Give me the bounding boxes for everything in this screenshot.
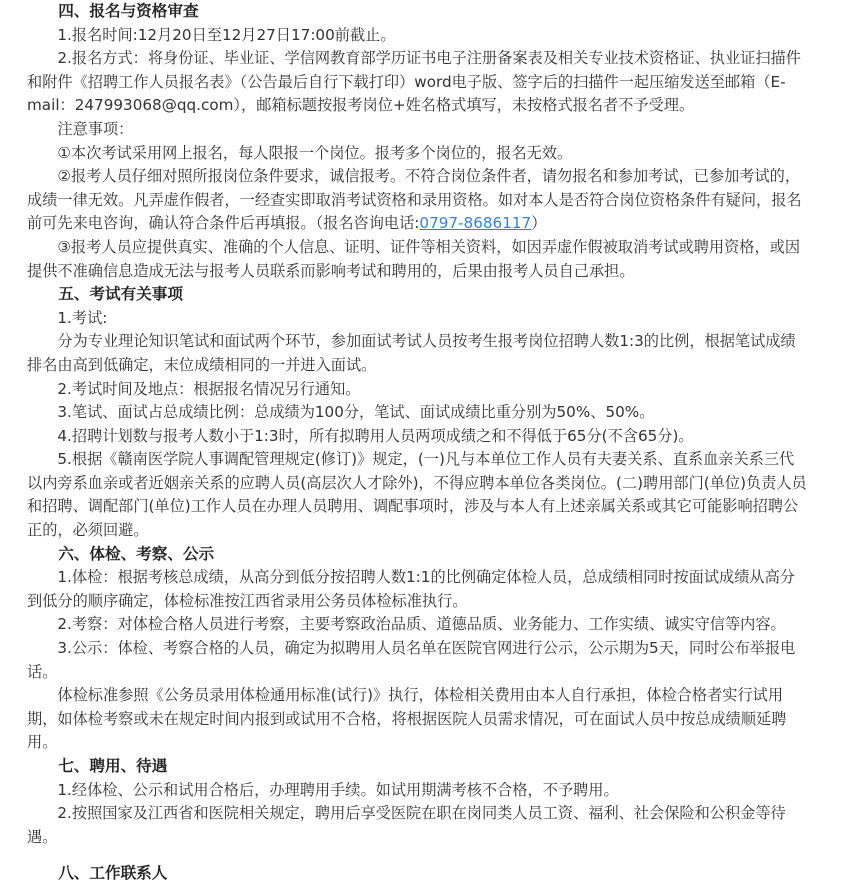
- paragraph: 2.考试时间及地点：根据报名情况另行通知。: [57, 379, 361, 398]
- section-heading-contact: 八、工作联系人: [58, 864, 168, 882]
- section-heading-employment: 七、聘用、待遇: [58, 757, 168, 775]
- bottom-cutoff: [27, 864, 807, 885]
- paragraph: 5.根据《赣南医学院人事调配管理规定(修订)》规定，(一)凡与本单位工作人员有夫妻关系、直系血亲关系三代以内旁系血亲或者近姻亲关系的应聘人员(高层次人才除外)，不得应聘本单位各类岗位。(二)聘用部门(单位)负责人员和招聘、调配部门(单位)工作人员在办理人员聘用、调配事项时，涉及与本人有上述亲属关系或其它可能影响招聘公正的，必须回避。: [27, 450, 807, 540]
- paragraph: 1.考试:: [57, 308, 108, 327]
- section-heading-exam: 五、考试有关事项: [58, 285, 183, 304]
- paragraph: 分为专业理论知识笔试和面试两个环节，参加面试考试人员按考生报考岗位招聘人数1:3的比例，根据笔试成绩排名由高到低确定，末位成绩相同的一并进入面试。: [27, 332, 796, 374]
- section-heading-registration: 四、报名与资格审查: [58, 2, 199, 20]
- paragraph: ③报考人员应提供真实、准确的个人信息、证明、证件等相关资料，如因弄虚作假被取消考试或聘用资格，或因提供不准确信息造成无法与报考人员联系而影响考试和聘用的，后果由报考人员自己承担。: [27, 237, 801, 280]
- paragraph: 3.笔试、面试占总成绩比例：总成绩为100分，笔试、面试成绩比重分别为50%、50%。: [57, 403, 655, 422]
- paragraph: 注意事项：: [57, 119, 134, 138]
- paragraph: ①本次考试采用网上报名，每人限报一个岗位。报考多个岗位的，报名无效。: [57, 143, 573, 162]
- paragraph: 体检标准参照《公务员录用体检通用标准(试行)》执行，体检相关费用由本人自行承担，体检合格者实行试用期，如体检考察或未在规定时间内报到或试用不合格，将根据医院人员需求情况，可在面试人员中按总成绩顺延聘用。: [27, 686, 787, 752]
- paragraph: 2.报名方式：将身份证、毕业证、学信网教育部学历证书电子注册备案表及相关专业技术资格证、执业证扫描件和附件《招聘工作人员报名表》（公告最后自行下载打印）word电子版、签字后的扫描件一起压缩发送至邮箱（E-mail：247993068@qq.com），邮箱标题按报考岗位+姓名格式填写，未按格式报名者不予受理。: [27, 49, 801, 115]
- paragraph: 1.体检：根据考核总成绩，从高分到低分按招聘人数1:1的比例确定体检人员，总成绩相同时按面试成绩从高分到低分的顺序确定，体检标准按江西省录用公务员体检标准执行。: [27, 568, 795, 610]
- paren-close: ）: [531, 214, 547, 233]
- notice-document: [27, 0, 807, 849]
- paragraph: 3.公示：体检、考察合格的人员，确定为拟聘用人员名单在医院官网进行公示，公示期为5天，同时公布举报电话。: [27, 639, 796, 681]
- paragraph: 2.考察：对体检合格人员进行考察，主要考察政治品质、道德品质、业务能力、工作实绩、诚实守信等内容。: [57, 615, 786, 634]
- paragraph: 1.经体检、公示和试用合格后，办理聘用手续。如试用期满考核不合格，不予聘用。: [57, 780, 619, 799]
- consult-phone-link[interactable]: 0797-8686117: [419, 214, 532, 233]
- paragraph: 4.招聘计划数与报考人数小于1:3时，所有拟聘用人员两项成绩之和不得低于65分(不含65分)。: [57, 426, 694, 445]
- paragraph-text: ②报考人员仔细对照所报岗位条件要求，诚信报考。不符合岗位条件者，请勿报名和参加考试，已参加考试的，成绩一律无效。凡弄虚作假者，一经查实即取消考试资格和录用资格。如对本人是否符合岗位资格条件有疑问，报名前可先来电咨询，确认符合条件后再填报。（报名咨询电话:: [27, 167, 802, 233]
- paragraph: 2.按照国家及江西省和医院相关规定，聘用后享受医院在职在岗同类人员工资、福利、社会保险和公积金等待遇。: [27, 804, 786, 846]
- paragraph: 1.报名时间:12月20日至12月27日17:00前截止。: [57, 25, 396, 44]
- section-heading-physical-exam: 六、体检、考察、公示: [58, 544, 215, 563]
- paragraph-consult: [27, 165, 807, 236]
